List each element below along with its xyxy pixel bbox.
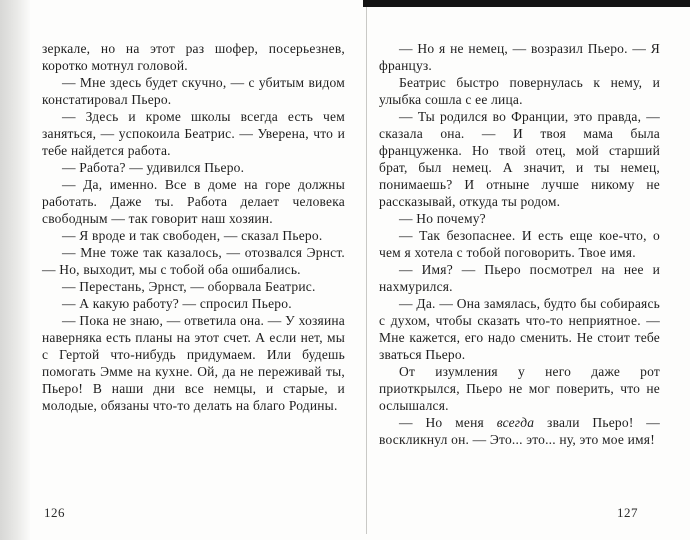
text-segment: — Так безопаснее. И есть еще кое-что, о чем я хотела с тобой поговорить. Твое имя. — [379, 228, 660, 260]
text-segment: — Да, именно. Все в доме на горе должны работать. Даже ты. Работа делает человека свободным — так говорит наш хозяин. — [42, 177, 345, 226]
paragraph — [379, 363, 660, 414]
text-segment: — Работа? — удивился Пьеро. — [62, 160, 245, 175]
book-gutter — [366, 7, 367, 534]
text-segment: — Мне здесь будет скучно, — с убитым видом констатировал Пьеро. — [42, 75, 345, 107]
text-segment: — Но почему? — [399, 211, 486, 226]
paragraph — [379, 210, 660, 227]
page-number-right: 127 — [617, 505, 638, 520]
paragraph — [42, 176, 345, 227]
text-segment: — А какую работу? — спросил Пьеро. — [62, 296, 292, 311]
paragraph — [379, 227, 660, 261]
paragraph — [42, 74, 345, 108]
text-segment: — Имя? — Пьеро посмотрел на нее и нахмурился. — [379, 262, 660, 294]
paragraph — [42, 108, 345, 159]
text-segment: От изумления у него даже рот приоткрылся, Пьеро не мог поверить, что не ослышался. — [379, 364, 660, 413]
text-segment: — Мне тоже так казалось, — отозвался Эрнст. — Но, выходит, мы с тобой оба ошибались. — [42, 245, 345, 277]
paragraph — [379, 108, 660, 210]
paragraph — [379, 74, 660, 108]
paragraph — [42, 312, 345, 414]
text-segment: — Перестань, Эрнст, — оборвала Беатрис. — [62, 279, 316, 294]
text-segment: — Ты родился во Франции, это правда, — сказала она. — И твоя мама была француженка. Но твой отец, мой старший брат, был немец. А значит, и ты немец, понимаешь? И отныне лучше никому не рассказывай, откуда ты родом. — [379, 109, 660, 209]
paragraph — [42, 295, 345, 312]
paragraph — [379, 295, 660, 363]
paragraph — [379, 261, 660, 295]
text-segment: — Да. — Она замялась, будто бы собираясь с духом, чтобы сказать что-то неприятное. — Мне кажется, его надо сменить. Не стоит тебе зваться Пьеро. — [379, 296, 660, 362]
paragraph — [379, 40, 660, 74]
text-segment: — Пока не знаю, — ответила она. — У хозяина наверняка есть планы на этот счет. А если нет, мы с Гертой что-нибудь придумаем. Или будешь помогать Эмме на кухне. Ой, да не переживай ты, Пьеро! В наши дни все немцы, и старые, и молодые, обязаны что-то делать на благо Родины. — [42, 313, 345, 413]
text-segment: — Но я не немец, — возразил Пьеро. — Я француз. — [379, 41, 660, 73]
text-segment: Беатрис быстро повернулась к нему, и улыбка сошла с ее лица. — [379, 75, 660, 107]
text-segment: звали Пьеро! — воскликнул он. — Это... это... ну, это мое имя! — [379, 415, 661, 447]
page-edge-shadow — [0, 0, 30, 540]
page-left-text — [42, 40, 345, 414]
page-number-left: 126 — [44, 505, 65, 520]
text-segment: — Я вроде и так свободен, — сказал Пьеро. — [62, 228, 323, 243]
paragraph — [42, 159, 345, 176]
paragraph — [42, 227, 345, 244]
paragraph — [42, 244, 345, 278]
paragraph — [379, 414, 660, 448]
text-segment: — Здесь и кроме школы всегда есть чем заняться, — успокоила Беатрис. — Уверена, что и тебе найдется работа. — [42, 109, 345, 158]
page-right-text — [379, 40, 660, 448]
emphasized-text: всегда — [496, 415, 535, 430]
page-left — [30, 0, 364, 540]
paragraph — [42, 278, 345, 295]
text-segment: зеркале, но на этот раз шофер, посерьезнев, коротко мотнул головой. — [42, 41, 345, 73]
paragraph — [42, 40, 345, 74]
text-segment: — Но меня — [399, 415, 497, 430]
page-right — [368, 0, 690, 540]
